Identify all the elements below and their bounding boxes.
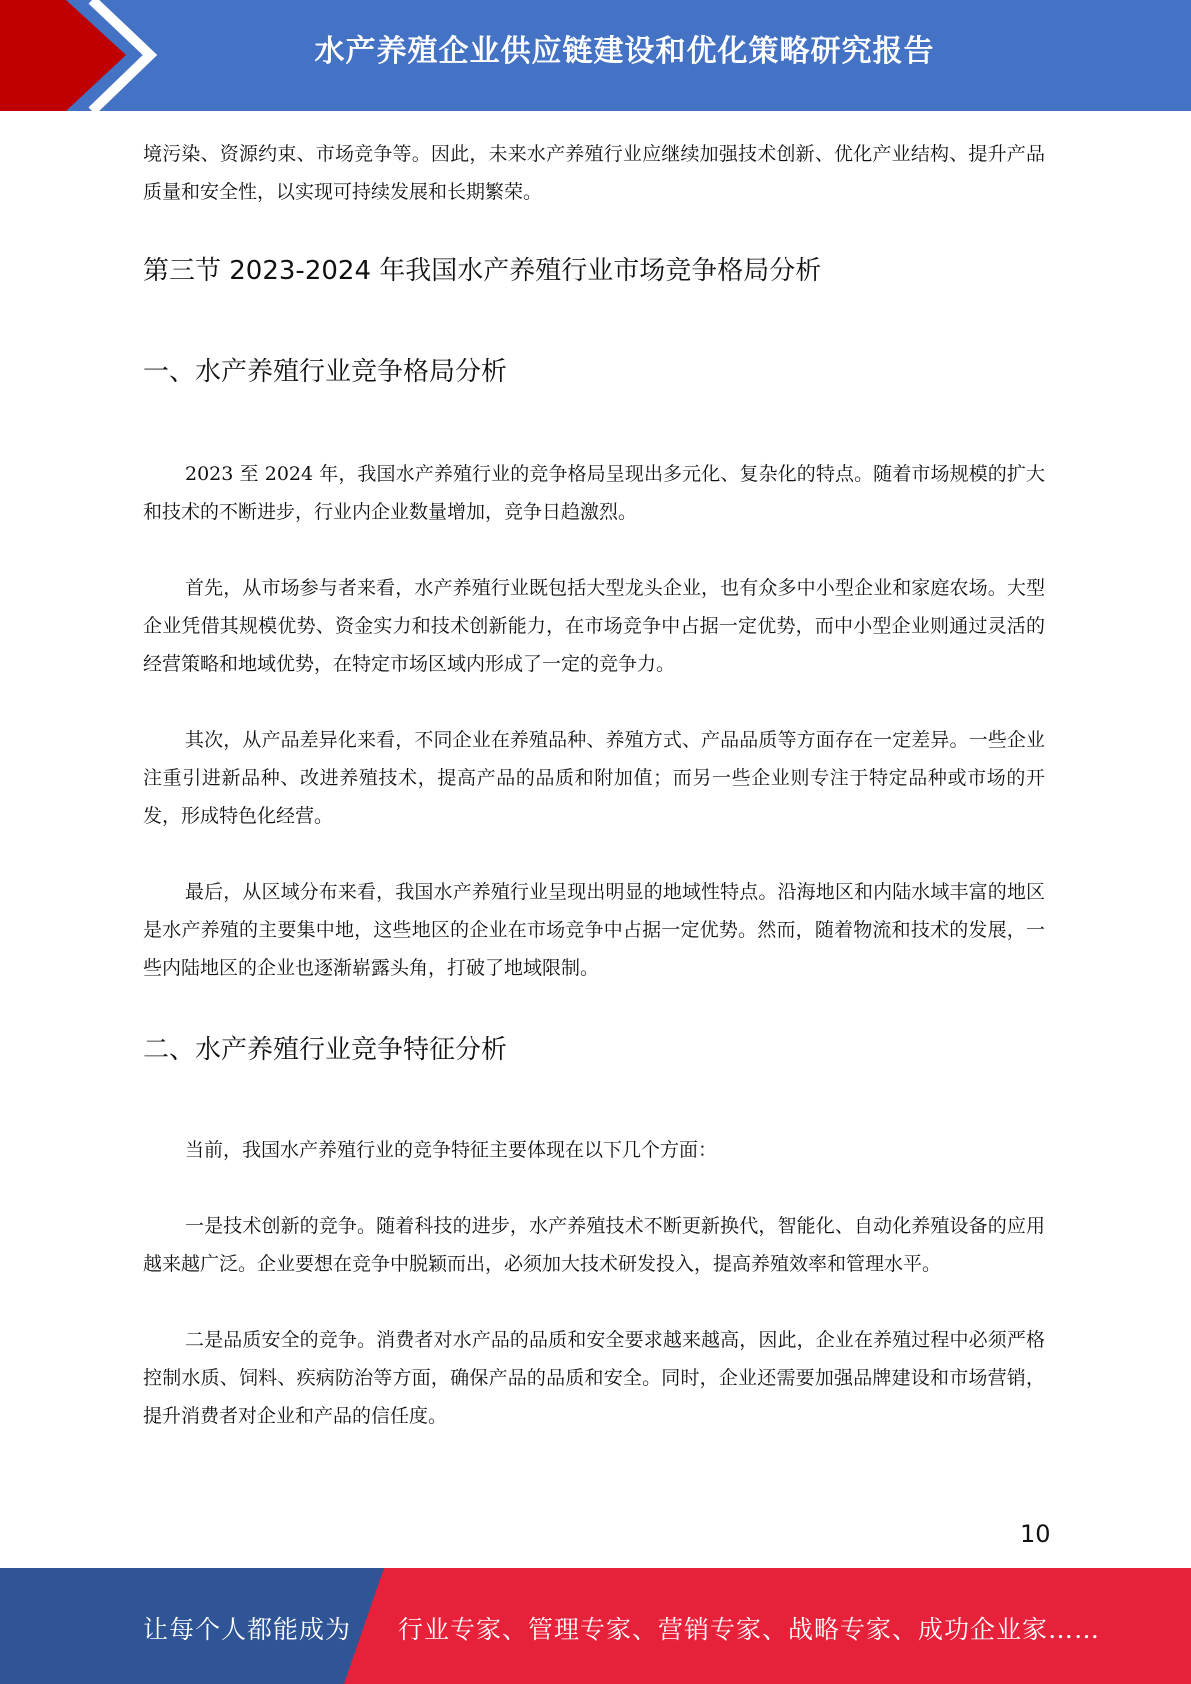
paragraph: 二是品质安全的竞争。消费者对水产品的品质和安全要求越来越高，因此，企业在养殖过程中必须严格控制水质、饲料、疾病防治等方面，确保产品的品质和安全。同时，企业还需要加强品牌建设和市场营销，提升消费者对企业和产品的信任度。 xyxy=(143,1329,1045,1427)
page-header xyxy=(0,0,1191,111)
footer-slogan-left: 让每个人都能成为 xyxy=(143,1615,352,1644)
intro-continuation-paragraph: 境污染、资源约束、市场竞争等。因此，未来水产养殖行业应继续加强技术创新、优化产业结构、提升产品质量和安全性，以实现可持续发展和长期繁荣。 xyxy=(143,143,1045,203)
paragraph: 最后，从区域分布来看，我国水产养殖行业呈现出明显的地域性特点。沿海地区和内陆水域丰富的地区是水产养殖的主要集中地，这些地区的企业在市场竞争中占据一定优势。然而，随着物流和技术的发展，一些内陆地区的企业也逐渐崭露头角，打破了地域限制。 xyxy=(143,881,1045,979)
paragraph: 2023 至 2024 年，我国水产养殖行业的竞争格局呈现出多元化、复杂化的特点。随着市场规模的扩大和技术的不断进步，行业内企业数量增加，竞争日趋激烈。 xyxy=(143,463,1045,523)
subsection-1-title: 一、水产养殖行业竞争格局分析 xyxy=(143,357,508,387)
report-title: 水产养殖企业供应链建设和优化策略研究报告 xyxy=(314,34,935,69)
paragraph: 其次，从产品差异化来看，不同企业在养殖品种、养殖方式、产品品质等方面存在一定差异。一些企业注重引进新品种、改进养殖技术，提高产品的品质和附加值；而另一些企业则专注于特定品种或市场的开发，形成特色化经营。 xyxy=(143,729,1045,827)
paragraph: 一是技术创新的竞争。随着科技的进步，水产养殖技术不断更新换代，智能化、自动化养殖设备的应用越来越广泛。企业要想在竞争中脱颖而出，必须加大技术研发投入，提高养殖效率和管理水平。 xyxy=(143,1215,1045,1275)
page-number: 10 xyxy=(1020,1520,1051,1548)
paragraph: 首先，从市场参与者来看，水产养殖行业既包括大型龙头企业，也有众多中小型企业和家庭农场。大型企业凭借其规模优势、资金实力和技术创新能力，在市场竞争中占据一定优势，而中小型企业则通过灵活的经营策略和地域优势，在特定市场区域内形成了一定的竞争力。 xyxy=(143,577,1045,675)
paragraph: 当前，我国水产养殖行业的竞争特征主要体现在以下几个方面： xyxy=(185,1139,718,1161)
section-title: 第三节 2023-2024 年我国水产养殖行业市场竞争格局分析 xyxy=(143,256,822,286)
document-body xyxy=(143,135,1045,1435)
footer-slogan-right: 行业专家、管理专家、营销专家、战略专家、成功企业家…… xyxy=(398,1615,1101,1644)
subsection-2-title: 二、水产养殖行业竞争特征分析 xyxy=(143,1035,508,1065)
page-footer xyxy=(0,1568,1191,1684)
